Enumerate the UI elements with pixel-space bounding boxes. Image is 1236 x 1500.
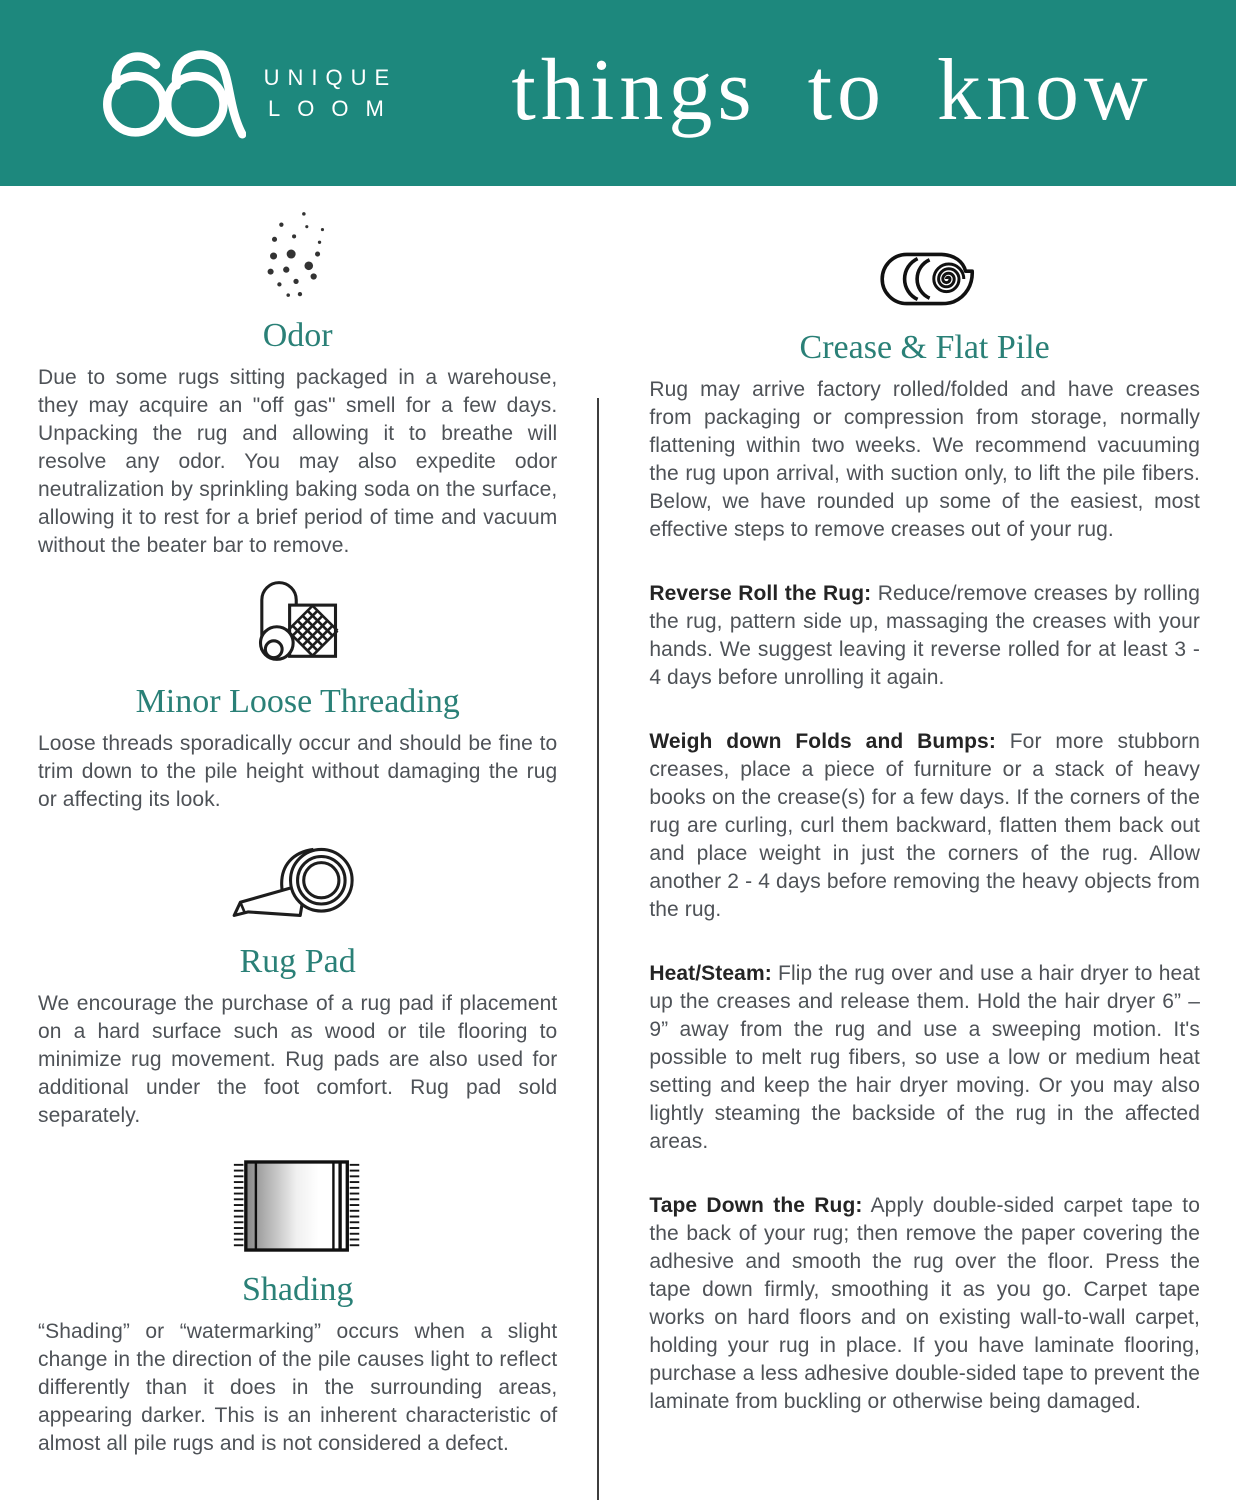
rolled-rug-spiral-icon	[872, 246, 977, 312]
column-divider	[597, 398, 599, 1500]
rug-pad-roll-icon	[223, 838, 373, 926]
odor-dots-icon	[266, 210, 330, 300]
section-crease-flat-pile	[649, 246, 1200, 544]
header-band	[0, 0, 1236, 186]
section-rug-pad	[38, 838, 557, 1130]
section-body: “Shading” or “watermarking” occurs when a slight change in the direction of the pile causes light to reflect differently than it does in the surrounding areas, appearing darker. This is an inherent characteristic of almost all pile rugs and is not considered a defect.	[38, 1320, 558, 1455]
tip-label: Heat/Steam:	[649, 962, 772, 985]
section-body: Due to some rugs sitting packaged in a warehouse, they may acquire an "off gas" smell for a few days. Unpacking the rug and allowing it to breathe will resolve any odor. You may also expedite odor neutralization by sprinkling baking soda on the surface, allowing it to rest for a brief period of time and vacuum without the beater bar to remove.	[38, 366, 558, 557]
page-title: things to know	[511, 42, 1153, 139]
tip-weigh-down	[649, 728, 1200, 924]
tip-body: Apply double-sided carpet tape to the back of your rug; then remove the paper covering the adhesive and smooth the rug over the floor. Press the tape down firmly, smoothing it as you go. Carpet tape works on hard floors and on existing wall-to-wall carpet, holding your rug in place. If you have laminate flooring, purchase a less adhesive double-sided tape to prevent the laminate from buckling or otherwise being damaged.	[649, 1194, 1200, 1413]
section-odor	[38, 210, 557, 560]
rolled-rug-crosshatch-icon	[252, 576, 344, 666]
brand-line-1: UNIQUE	[263, 65, 398, 90]
shaded-rug-icon	[231, 1158, 365, 1254]
brand-logo	[96, 45, 401, 141]
section-heading: Rug Pad	[239, 943, 356, 980]
right-column	[649, 186, 1200, 1458]
section-heading: Odor	[262, 317, 333, 354]
section-body: Rug may arrive factory rolled/folded and have creases from packaging or compression from storage, normally flattening within two weeks. We recommend vacuuming the rug upon arrival, with suction only, to lift the pile fibers. Below, we have rounded up some of the easiest, most effective steps to remove creases out of your rug.	[649, 378, 1200, 541]
section-heading: Crease & Flat Pile	[799, 329, 1050, 366]
tip-tape-down	[649, 1192, 1200, 1416]
content-area	[0, 186, 1236, 1458]
tip-label: Tape Down the Rug:	[649, 1194, 863, 1217]
tip-body: For more stubborn creases, place a piece of furniture or a stack of heavy books on the crease(s) for a few days. If the corners of the rug are curling, curl them backward, flatten them back out and place weight in just the corners of the rug. Allow another 2 - 4 days before removing the heavy objects from the rug.	[649, 730, 1200, 921]
tip-body: Reduce/remove creases by rolling the rug, pattern side up, massaging the creases with your hands. We suggest leaving it reverse rolled for at least 3 - 4 days before unrolling it again.	[649, 582, 1200, 689]
left-column	[38, 186, 557, 1458]
section-shading	[38, 1158, 557, 1458]
section-body: Loose threads sporadically occur and should be fine to trim down to the pile height without damaging the rug or affecting its look.	[38, 732, 558, 811]
tip-label: Reverse Roll the Rug:	[649, 582, 872, 605]
tip-label: Weigh down Folds and Bumps:	[649, 730, 996, 753]
section-heading: Minor Loose Threading	[135, 683, 460, 720]
brand-line-2: LOOM	[268, 96, 401, 121]
tip-body: Flip the rug over and use a hair dryer to heat up the creases and release them. Hold the hair dryer 6” – 9” away from the rug and use a sweeping motion. It's possible to melt rug fibers, so use a low or medium heat setting and keep the hair dryer moving. Or you may also lightly steaming the backside of the rug in the affected areas.	[649, 962, 1200, 1153]
section-body: We encourage the purchase of a rug pad if placement on a hard surface such as wood or tile flooring to minimize rug movement. Rug pads are also used for additional under the foot comfort. Rug pad sold separately.	[38, 992, 558, 1127]
section-minor-loose-threading	[38, 576, 557, 814]
brand-name	[260, 62, 401, 124]
unique-loom-glasses-logo-icon	[96, 45, 246, 141]
tip-reverse-roll	[649, 580, 1200, 692]
tip-heat-steam	[649, 960, 1200, 1156]
section-heading: Shading	[241, 1271, 354, 1308]
